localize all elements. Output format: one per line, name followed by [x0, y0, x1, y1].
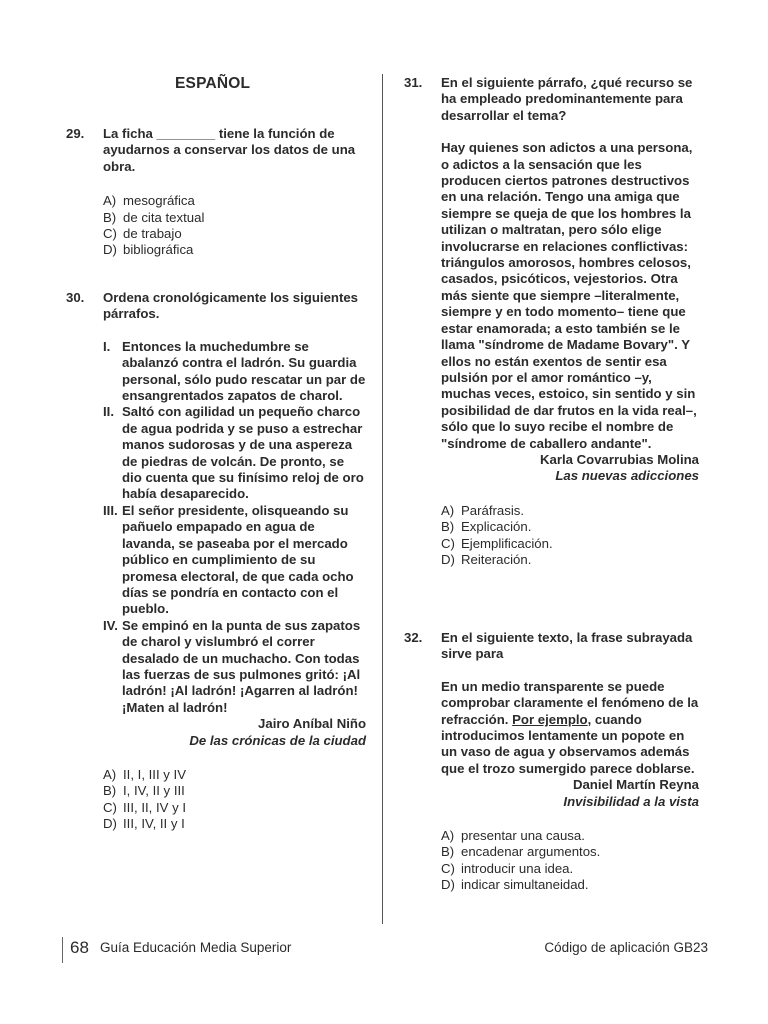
section-title: ESPAÑOL [175, 75, 251, 92]
option-c[interactable]: C) Ejemplificación. [441, 535, 553, 551]
option-a[interactable]: A) presentar una causa. [441, 828, 585, 844]
options-list [441, 828, 699, 894]
paragraph-items [103, 339, 366, 716]
source-author: Jairo Aníbal Niño [258, 716, 366, 732]
option-b[interactable]: B) Explicación. [441, 519, 532, 535]
paragraph-item-iii: III. El señor presidente, olisqueando su pañuelo empapado en agua de lavanda, se paseaba por el mercado público en cumplimiento de su promesa electoral, de que cada ocho días se pondría en contacto con el pueblo. [103, 502, 354, 617]
underlined-phrase: Por ejemplo [512, 711, 588, 727]
question-stem: En el siguiente párrafo, ¿qué recurso se ha empleado predominantemente para desarrollar el tema? [441, 75, 693, 123]
reading-passage: En un medio transparente se puede comprobar claramente el fenómeno de la refracción. Por ejemplo, cuando introducimos lentamente un popote en un vaso de agua y observamos además que el trozo sumergido parece doblarse. [441, 678, 699, 776]
guide-title: Guía Educación Media Superior [100, 940, 292, 955]
option-d[interactable]: D) bibliográfica [103, 242, 194, 258]
option-c[interactable]: C) de trabajo [103, 226, 182, 242]
column-divider [382, 74, 383, 924]
options-list [441, 503, 699, 569]
page-number: 68 [70, 938, 89, 957]
options-list [103, 767, 366, 833]
question-29 [66, 126, 366, 259]
question-30 [66, 290, 366, 833]
option-a[interactable]: A) II, I, III y IV [103, 766, 187, 782]
option-d[interactable]: D) indicar simultaneidad. [441, 877, 589, 893]
question-number: 30. [66, 290, 85, 305]
source-work: Las nuevas adicciones [555, 468, 699, 484]
source-author: Daniel Martín Reyna [572, 777, 699, 793]
option-a[interactable]: A) Paráfrasis. [441, 502, 525, 518]
option-b[interactable]: B) I, IV, II y III [103, 783, 185, 799]
question-number: 29. [66, 126, 85, 141]
question-stem: En el siguiente texto, la frase subrayada sirve para [441, 630, 693, 662]
paragraph-item-ii: II. Saltó con agilidad un pequeño charco de agua podrida y se puso a estrechar manos sudorosas y de una aspereza de piedras de volcán. De pronto, se dio cuenta que su finísimo reloj de oro había desaparecido. [103, 404, 364, 502]
question-stem: Ordena cronológicamente los siguientes párrafos. [103, 290, 359, 322]
footer-divider [62, 937, 63, 963]
option-d[interactable]: D) III, IV, II y I [103, 816, 185, 832]
source-work: De las crónicas de la ciudad [189, 732, 366, 748]
option-b[interactable]: B) de cita textual [103, 209, 205, 225]
option-d[interactable]: D) Reiteración. [441, 551, 532, 567]
source-author: Karla Covarrubias Molina [539, 451, 699, 467]
question-number: 31. [404, 75, 423, 90]
question-number: 32. [404, 630, 423, 645]
question-31 [404, 75, 699, 568]
reading-passage: Hay quienes son adictos a una persona, o adictos a la sensación que les producen ciertos patrones destructivos en una relación. Tengo una amiga que siempre se queja de que los hombres la utilizan o maltratan, pero sólo elige involucrarse en relaciones conflictivas: triángulos amorosos, hombres celosos, casados, psicóticos, vejestorios. Otra más siente que siempre –literalmente, siempre y en todo momento– tiene que estar enamorada; a esto también se le llama "síndrome de Madame Bovary". Y ellos no están exentos de sentir esa pulsión por el amor romántico –y, muchas veces, estoico, sin sentido y sin posibilidad de dar frutos en la vida real–, sólo que lo suyo recibe el nombre de "síndrome de caballero andante". [441, 140, 697, 451]
option-b[interactable]: B) encadenar argumentos. [441, 844, 601, 860]
question-stem: La ficha ________ tiene la función de ayudarnos a conservar los datos de una obra. [103, 126, 356, 174]
option-a[interactable]: A) mesográfica [103, 193, 195, 209]
paragraph-item-i: I. Entonces la muchedumbre se abalanzó contra el ladrón. Su guardia personal, sólo pudo rescatar un par de ensangrentados zapatos de charol. [103, 338, 366, 404]
page-footer [0, 937, 768, 967]
application-code: Código de aplicación GB23 [544, 940, 708, 955]
option-c[interactable]: C) introducir una idea. [441, 860, 574, 876]
source-work: Invisibilidad a la vista [563, 793, 699, 809]
question-32 [404, 630, 699, 894]
option-c[interactable]: C) III, II, IV y I [103, 799, 187, 815]
options-list [103, 193, 366, 259]
paragraph-item-iv: IV. Se empinó en la punta de sus zapatos de charol y vislumbró el correr desalado de un muchacho. Con todas las fuerzas de sus pulmones gritó: ¡Al ladrón! ¡Al ladrón! ¡Agarren al ladrón! ¡Maten al ladrón! [103, 617, 361, 715]
